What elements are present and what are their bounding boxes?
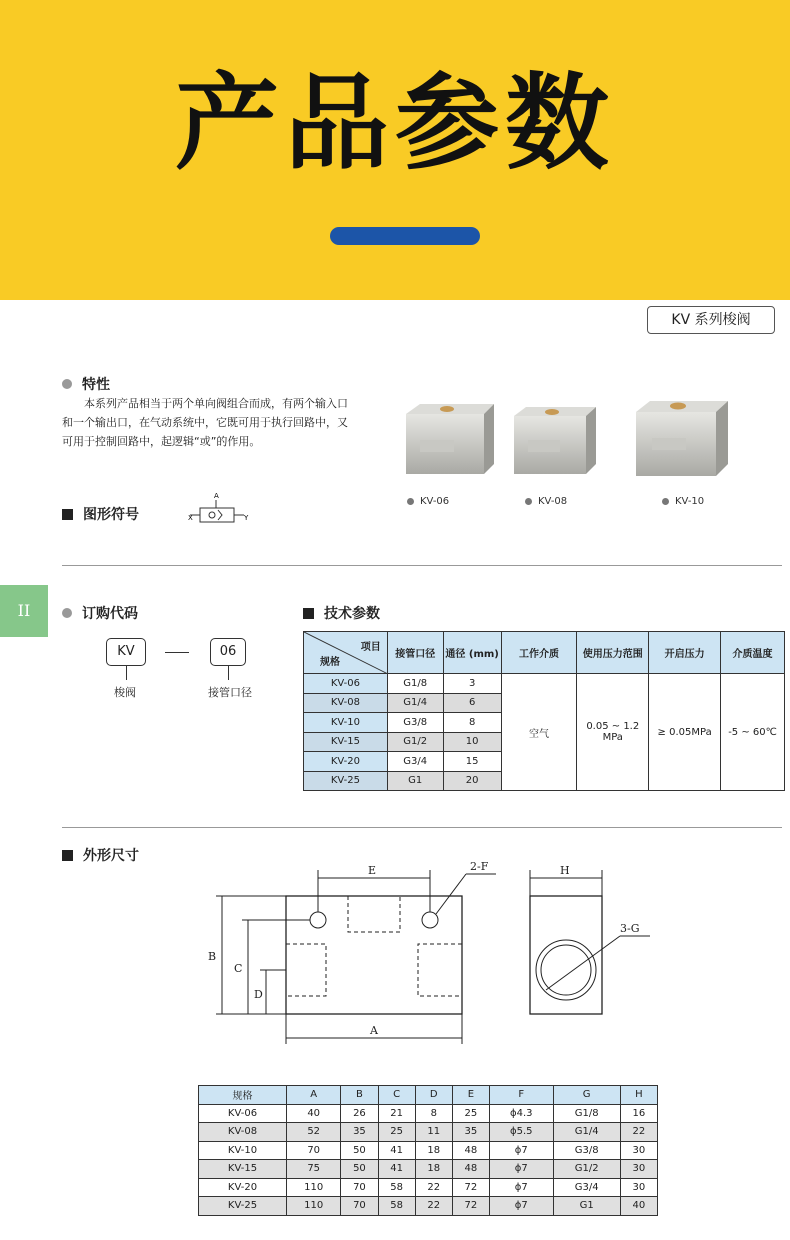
bullet-dot-icon: [525, 498, 532, 505]
table-row: KV-25 G1 20: [304, 771, 785, 791]
tech-params-table: [303, 631, 785, 791]
table-row: KV-20 110 70 58 22 72 ϕ7 G3/4 30: [199, 1178, 658, 1197]
column-header: 介质温度: [721, 632, 785, 674]
symbol-label-x: X: [188, 514, 193, 522]
features-heading: [62, 374, 110, 394]
product-photo-kv06: [400, 400, 496, 478]
product-photo-kv08: [508, 404, 598, 478]
dim-label-a: A: [370, 1024, 378, 1037]
column-header: 接管口径: [387, 632, 443, 674]
column-header: 工作介质: [501, 632, 577, 674]
dim-label-f: 2-F: [470, 860, 489, 873]
product-label-kv06: KV-06: [407, 496, 449, 507]
column-header: 使用压力范围: [577, 632, 649, 674]
dimension-drawing: [190, 848, 660, 1048]
dim-label-h: H: [560, 864, 570, 877]
dim-label-b: B: [208, 950, 217, 963]
divider: [62, 565, 782, 566]
bullet-dot-icon: [62, 379, 72, 389]
shuttle-valve-symbol-icon: [188, 490, 250, 530]
column-header: G: [553, 1086, 620, 1105]
dim-label-g: 3-G: [620, 922, 640, 935]
symbol-label-y: Y: [244, 514, 249, 522]
symbol-label-a: A: [214, 492, 219, 500]
product-label-kv10: KV-10: [662, 496, 704, 507]
order-code-size-label: 接管口径: [208, 686, 252, 699]
symbol-heading-text: 图形符号: [83, 507, 139, 523]
side-section-tab: II: [0, 585, 48, 637]
column-header: 规格: [199, 1086, 287, 1105]
order-code-size-box: 06: [210, 638, 246, 666]
dim-label-c: C: [234, 962, 243, 975]
bullet-dot-icon: [62, 608, 72, 618]
column-header: H: [620, 1086, 657, 1105]
column-header: D: [415, 1086, 452, 1105]
table-row: KV-08 G1/4 6: [304, 693, 785, 713]
column-header: E: [452, 1086, 489, 1105]
divider: [62, 827, 782, 828]
table-corner-header: 项目 规格: [304, 632, 388, 674]
header-banner: [0, 0, 790, 300]
bullet-square-icon: [62, 509, 73, 520]
tech-heading: 技术参数: [303, 603, 380, 623]
column-header: B: [341, 1086, 378, 1105]
column-header: A: [287, 1086, 341, 1105]
table-row: KV-15 G1/2 10: [304, 732, 785, 752]
symbol-heading: [62, 504, 139, 524]
dimensions-table: [198, 1085, 658, 1216]
product-photo-kv10: [630, 398, 730, 480]
column-header: 开启压力: [649, 632, 721, 674]
table-row: KV-10 70 50 41 18 48 ϕ7 G3/8 30: [199, 1141, 658, 1160]
page-title: 产品参数: [174, 62, 615, 184]
banner-accent-bar: [330, 227, 480, 245]
table-row: KV-06 G1/8 3 空气 0.05 ~ 1.2 MPa ≥ 0.05MPa -5 ~ 60℃: [304, 674, 785, 694]
bullet-dot-icon: [407, 498, 414, 505]
bullet-dot-icon: [662, 498, 669, 505]
table-row: KV-10 G3/8 8: [304, 713, 785, 733]
order-code-series-box: KV: [106, 638, 146, 666]
code-separator: [165, 652, 189, 653]
code-leader: [228, 666, 229, 680]
open-pressure-cell: ≥ 0.05MPa: [649, 674, 721, 791]
table-row: KV-06 40 26 21 8 25 ϕ4.3 G1/8 16: [199, 1104, 658, 1123]
column-header: F: [489, 1086, 553, 1105]
code-leader: [126, 666, 127, 680]
product-label-kv08: KV-08: [525, 496, 567, 507]
temperature-cell: -5 ~ 60℃: [721, 674, 785, 791]
table-row: KV-15 75 50 41 18 48 ϕ7 G1/2 30: [199, 1160, 658, 1179]
bullet-square-icon: [303, 608, 314, 619]
dim-label-e: E: [368, 864, 377, 877]
column-header: 通径 (mm): [443, 632, 501, 674]
features-heading-text: 特性: [82, 377, 110, 393]
bullet-square-icon: [62, 850, 73, 861]
order-code-heading: 订购代码: [62, 603, 138, 623]
table-row: KV-08 52 35 25 11 35 ϕ5.5 G1/4 22: [199, 1123, 658, 1142]
table-row: KV-20 G3/4 15: [304, 752, 785, 772]
features-text: 本系列产品相当于两个单向阀组合而成，有两个输入口和一个输出口，在气动系统中，它既可用于执行回路中，又可用于控制回路中，起逻辑“或”的作用。: [62, 397, 348, 448]
dim-label-d: D: [254, 988, 263, 1001]
column-header: C: [378, 1086, 415, 1105]
medium-cell: 空气: [501, 674, 577, 791]
order-code-series-label: 梭阀: [114, 686, 136, 699]
pressure-range-cell: 0.05 ~ 1.2 MPa: [577, 674, 649, 791]
table-row: KV-25 110 70 58 22 72 ϕ7 G1 40: [199, 1197, 658, 1216]
series-tag: KV 系列梭阀: [647, 306, 775, 334]
dimensions-heading: 外形尺寸: [62, 845, 139, 865]
